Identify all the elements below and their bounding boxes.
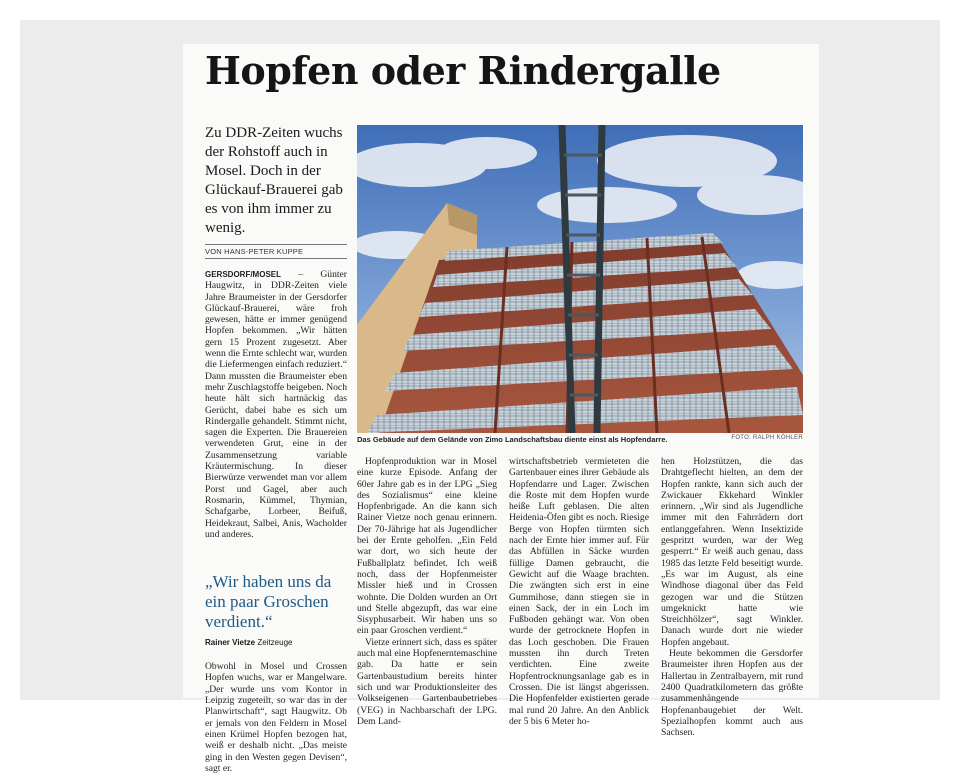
lead-paragraph (205, 269, 347, 540)
left-bottom-text-block (205, 661, 347, 774)
lead-text: – Günter Haugwitz, in DDR-Zeiten viele Jahre Braumeister in der Gersdorfer Glückauf-Brauerei, wäre froh gewesen, hätte er immer genügend Hopfen bekommen. „Wir hätten gern 15 Prozent zugesetzt. Aber wenn die Ernte schlecht war, wurden die Liefermengen einfach reduziert.“ Dann mussten die Braumeister eben mehr Zuschlagstoffe beigeben. Noch heute hält sich hartnäckig das Gerücht, dabei habe es sich um Rindergalle gehandelt. Stimmt nicht, sagen die Experten. Die Brauereien verwendeten Grut, eine in der Zusammensetzung variable Kräutermischung. In dieser Bierwürze verwendet man vor allem Porst und Gagel, aber auch Rosmarin, Kümmel, Thymian, Schafgarbe, Lorbeer, Beifuß, Heidekraut, Salbei, Anis, Wacholder und anderes. (205, 269, 347, 540)
article-deck: Zu DDR-Zeiten wuchs der Rohstoff auch in Mosel. Doch in der Glückauf-Brauerei gab es von ihm immer zu wenig. (205, 125, 343, 236)
caption-text: Das Gebäude auf dem Gelände von Zimo Landschaftsbau diente einst als Hopfendarre. (357, 435, 668, 444)
left-column (205, 124, 347, 774)
article-headline: Hopfen oder Rindergalle (205, 48, 721, 93)
col3-paragraph: wirtschaftsbetrieb vermieteten die Gartenbauer eines ihrer Gebäude als Hopfendarre und Lager. Zwischen die Roste mit dem Hopfen wurde heiße Luft geblasen. Die alten Heidenia-Öfen gibt es noch. Riesige Berge von Hopfen türmten sich nach der Ernte hier immer auf. Für das Abfüllen in Säcke wurden füllige Damen gebraucht, die Gewicht auf die Waage brachten. Die zwängten sich erst in eine Gummihose, dann stiegen sie in einen Sack, der in ein Loch im Fußboden gehängt war. Von oben wurde der getrocknete Hopfen in das Loch geschoben. Die Frauen mussten ihn durch Treten verdichten. Eine zweite Hopfentrocknungsanlage gab es in Crossen. Die ist längst abgerissen. Die Hopfenfelder existierten gerade mal rund 20 Jahre. An den Anblick der 5 bis 6 Meter ho- (509, 456, 649, 727)
left-bottom-paragraph: Obwohl in Mosel und Crossen Hopfen wuchs, war er Mangelware. „Der wurde uns vom Kontor in Leipzig zugeteilt, so war das in der Planwirtschaft“, sagt Haugwitz. Ob er jemals von den Feldern in Mosel einen Krümel Hopfen bezogen hat, weiß er deshalb nicht. „Das meiste ging in den Westen gegen Devisen“, sagt er. (205, 661, 347, 774)
photo-credit: FOTO: RALPH KÖHLER (731, 435, 803, 441)
photo-caption (357, 435, 803, 444)
article-byline: VON HANS-PETER KUPPE (205, 244, 347, 259)
pull-quote-attribution (205, 638, 347, 647)
newspaper-clipping (183, 44, 819, 774)
article-column-3 (509, 456, 649, 727)
pull-quote (205, 572, 347, 647)
quote-role: Zeitzeuge (255, 638, 293, 648)
col4-paragraph-2: Heute bekommen die Gersdorfer Braumeister ihren Hopfen aus der Hallertau in Zentralbayern, mit rund 2400 Quadratkilometern das größte zusammenhängende Hopfenanbaugebiet der Welt. Spezialhopfen kommt auch aus Sachsen. (661, 648, 803, 739)
article-photo (357, 125, 803, 433)
pull-quote-text: „Wir haben uns da ein paar Groschen verdient.“ (205, 572, 332, 632)
article-column-4 (661, 456, 803, 738)
quote-name: Rainer Vietze (205, 638, 256, 648)
col4-paragraph-1: hen Holzstützen, die das Drahtgeflecht hielten, an dem der Hopfen rankte, kann sich auch der Zwickauer Ekkehard Winkler erinnern. „Wir sind als Jugendliche immer mit den Fahrrädern dort entlanggefahren. Wenn Insektizide gespritzt wurden, war der Weg gesperrt.“ Er weiß auch genau, dass 1985 das letzte Feld beseitigt wurde. „Es war im August, als eine Windhose diagonal über das Feld gezogen war und die Stützen umgeknickt hatte wie Streichhölzer“, sagt Winkler. Danach wurde dort nie wieder Hopfen angebaut. (661, 456, 803, 648)
dateline: GERSDORF/MOSEL (205, 270, 282, 279)
col2-paragraph-1: Hopfenproduktion war in Mosel eine kurze Episode. Anfang der 60er Jahre gab es in der LPG „Sieg des Sozialismus“ eine kleine Hopfenbrigade. An die kann sich Rainer Vietze noch genau erinnern. Der 70-Jährige hat als Jugendlicher bei der Ernte geholfen. „Ein Feld war dort, wo sich heute der Fußballplatz befindet. Ich weiß noch, dass der Hopfenmeister Missler hieß und in Crossen wohnte. Die Dolden wurden an Ort und Stelle abgezupft, das war eine Sisyphusarbeit. Wir haben uns so ein paar Groschen verdient.“ (357, 456, 497, 637)
col2-paragraph-2: Vietze erinnert sich, dass es später auch mal eine Hopfenerntemaschine gab. Da hatte er sein Gartenbaustudium bereits hinter sich und war Produktionsleiter des Volkseigenen Gartenbaubetriebes (VEG) in Nachbarschaft der LPG. Dem Land- (357, 636, 497, 727)
page-frame (20, 20, 940, 774)
lead-paragraph-block (205, 269, 347, 540)
building-illustration (357, 125, 803, 433)
article-column-2 (357, 456, 497, 727)
